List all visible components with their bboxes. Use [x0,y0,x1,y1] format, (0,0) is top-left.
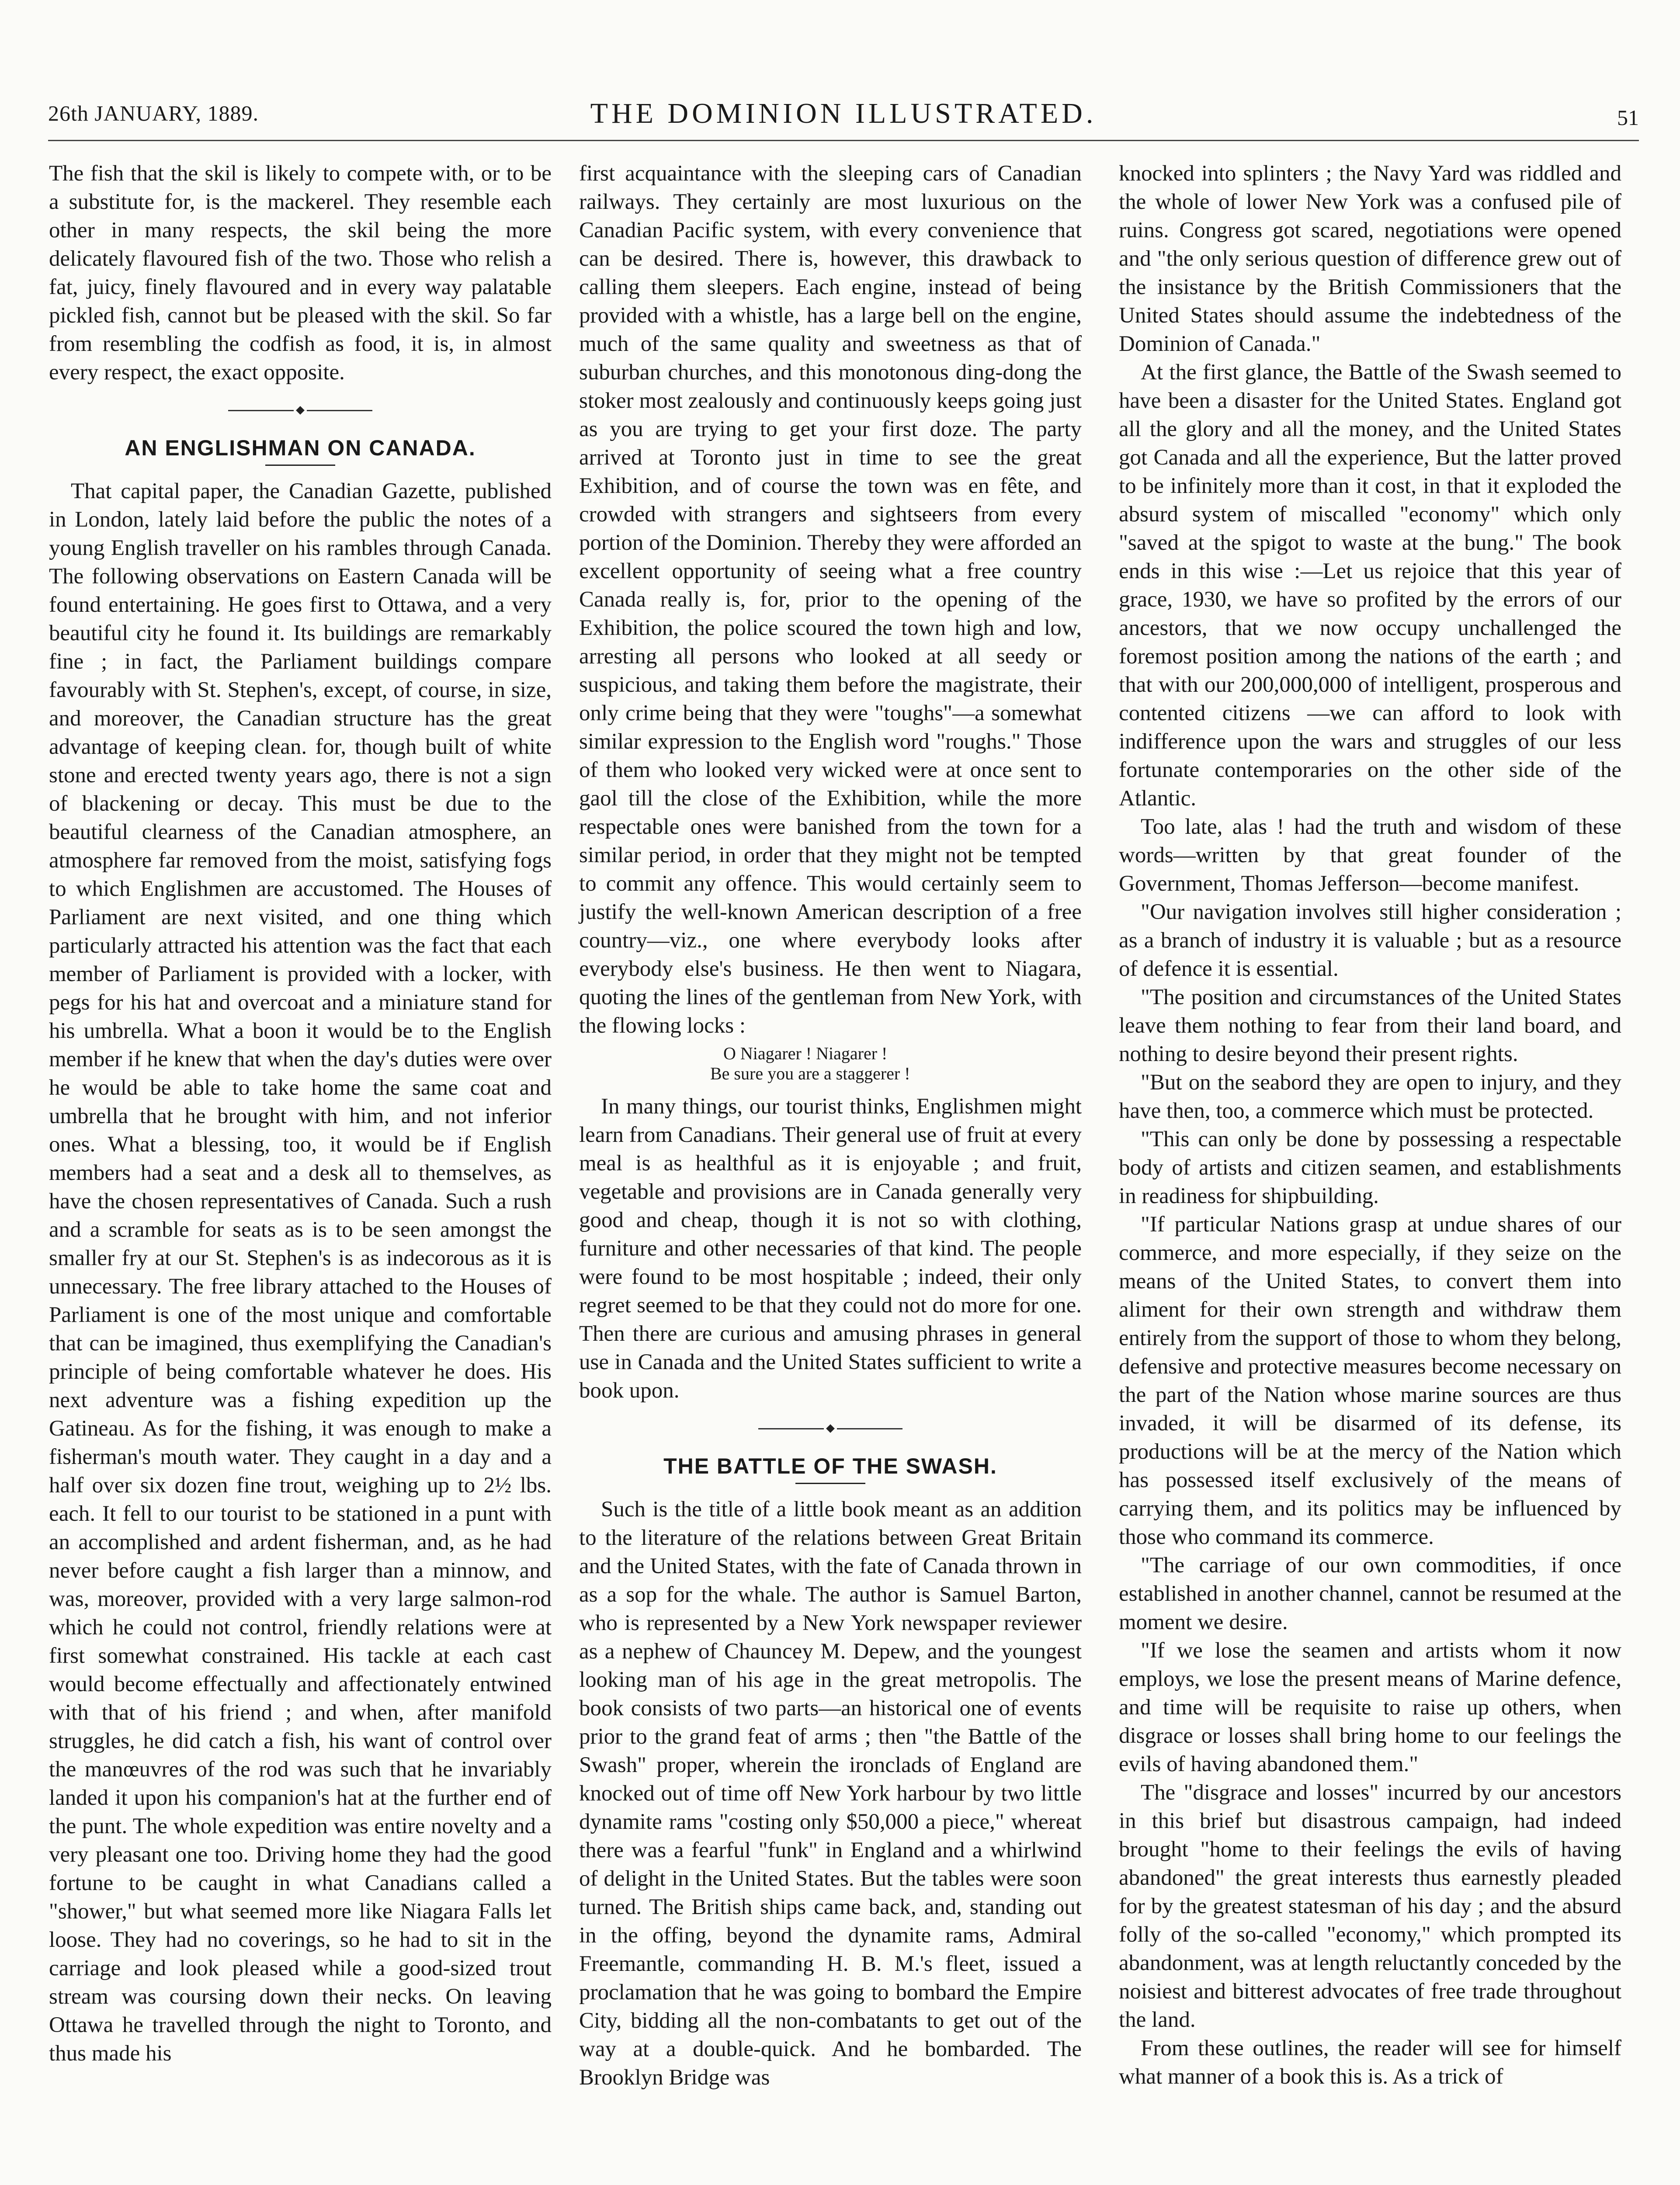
paragraph-englishman: That capital paper, the Canadian Gazette, published in London, lately laid before the public the notes of a young English traveller on his rambles through Canada. The following observations on Eastern Canada will be found entertaining. He goes first to Ottawa, and a very beautiful city he found it. Its buildings are remarkably fine ; in fact, the Parliament buildings compare favourably with St. Stephen's, except, of course, in size, and moreover, the Canadian structure has the great advantage of keeping clean. for, though built of white stone and erected twenty years ago, there is not a sign of blackening or decay. This must be due to the beautiful clearness of the Canadian atmosphere, an atmosphere far removed from the moist, satisfying fogs to which Englishmen are accustomed. The Houses of Parliament are next visited, and one thing which particularly attracted his attention was the fact that each member of Parliament is provided with a locker, with pegs for his hat and overcoat and a miniature stand for his umbrella. What a boon it would be to the English member if he knew that when the day's duties were over he would be able to take home the same coat and umbrella that he brought with him, and not inferior ones. What a blessing, too, it would be if English members had a seat and a desk all to themselves, as have the chosen representatives of Canada. Such a rush and a scramble for seats as is to be seen amongst the smaller fry at our St. Stephen's is as indecorous as it is unnecessary. The free library attached to the Houses of Parliament is one of the most unique and comfortable that can be imagined, thus exemplifying the Canadian's principle of being comfortable whatever he does. His next adventure was a fishing expedition up the Gatineau. As for the fishing, it was enough to make a fisherman's mouth water. They caught in a day and a half over six dozen fine trout, weighing up to 2½ lbs. each. It fell to our tourist to be stationed in a punt with an accomplished and ardent fisherman, and, as he had never before caught a fish larger than a minnow, and was, moreover, provided with a very large salmon-rod which he could not control, friendly relations were at first somewhat constrained. His tackle at each cast would become effectually and affectionately entwined with that of his friend ; and when, after manifold struggles, he did catch a fish, his want of control over the manœuvres of the rod was such that he invariably landed it upon his companion's hat at the further end of the punt. The whole expedition was entire novelty and a very pleasant one too. Driving home they had the good fortune to be caught in what Canadians called a "shower," but what seemed more like Niagara Falls let loose. They had no coverings, so he had to sit in the carriage and look pleased while a good-sized trout stream was coursing down their necks. On leaving Ottawa he travelled through the night to Toronto, and thus made his [49,479,552,2066]
paragraph-too-late: Too late, alas ! had the truth and wisdom of these words—written by that great founder of the Government, Thomas Jefferson—become manifest. [1119,815,1621,896]
paragraph-first-glance: At the first glance, the Battle of the Swash seemed to have been a disaster for the United States. England got all the glory and all the money, and the United States got Canada and all the experience, But the latter proved to be infinitely more than it cost, in that it exploded the absurd system of miscalled "economy" which only "saved at the spigot to waste at the bung." The book ends in this wise :—Let us rejoice that this year of grace, 1930, we have so profited by the errors of our ancestors, that we now occupy unchallenged the foremost position among the nations of the earth ; and that with our 200,000,000 of intelligent, prosperous and contented citizens —we can afford to look with indifference upon the wars and struggles of our less fortunate contemporaries on the other side of the Atlantic. [1119,360,1621,811]
column-2 [579,160,1082,2092]
quote-seabord: "But on the seabord they are open to injury, and they have then, too, a commerce which must be protected. [1119,1070,1621,1123]
paragraph-skil: The fish that the skil is likely to compete with, or to be a substitute for, is the mackerel. They resemble each other in many respects, the skil being the more delicately flavoured fish of the two. Those who relish a fat, juicy, finely flavoured and in every way palatable pickled fish, cannot but be pleased with the skil. So far from resembling the codfish as food, it is, in almost every respect, the exact opposite. [49,161,552,385]
page-number: 51 [1617,105,1639,130]
verse-quote [710,1044,1082,1084]
paragraph-swash-intro: Such is the title of a little book meant as an addition to the literature of the relations between Great Britain and the United States, with the fate of Canada thrown in as a sop for the whale. The author is Samuel Barton, who is represented by a New York newspaper reviewer as a nephew of Chauncey M. Depew, and the youngest looking man of his age in the great metropolis. The book consists of two parts—an historical one of events prior to the grand feat of arms ; then "the Battle of the Swash" proper, wherein the ironclads of England are knocked out of time off New York harbour by two little dynamite rams "costing only $50,000 a piece," whereat there was a fearful "funk" in England and a whirlwind of delight in the United States. But the tables were soon turned. The British ships came back, and, standing out in the offing, beyond the dynamite rams, Admiral Freemantle, commanding H. B. M.'s fleet, issued a proclamation that he was going to bombard the Empire City, bidding all the non-combatants to get out of the way at a double-quick. And he bombarded. The Brooklyn Bridge was [579,1497,1082,2090]
quote-respectable-body: "This can only be done by possessing a respectable body of artists and citizen seamen, and establishments in readiness for shipbuilding. [1119,1127,1621,1208]
paragraph-navy-yard: knocked into splinters ; the Navy Yard was riddled and the whole of lower New York was a confused pile of ruins. Congress got scared, negotiations were opened and "the only serious question of difference grew out of the insistance by the British Commissioners that the United States should assume the indebtedness of the Dominion of Canada." [1119,161,1621,356]
page-header [48,97,1639,136]
column-1 [49,160,552,2068]
header-rule [48,140,1639,141]
heading-englishman-on-canada: AN ENGLISHMAN ON CANADA. [49,435,552,466]
heading-battle-of-the-swash: THE BATTLE OF THE SWASH. [579,1453,1082,1484]
verse-line-1: O Niagarer ! Niagarer ! [723,1044,888,1063]
section-ornament [579,1418,1082,1436]
quote-carriage: "The carriage of our own commodities, if once established in another channel, cannot be resumed at the moment we desire. [1119,1553,1621,1634]
verse-line-2: Be sure you are a staggerer ! [710,1064,910,1083]
publication-title: THE DOMINION ILLUSTRATED. [590,97,1097,129]
paragraph-disgrace: The "disgrace and losses" incurred by our ancestors in this brief but disastrous campaign, had indeed brought "home to their feelings the evils of having abandoned" the great interests thus earnestly pleaded for by the greatest statesman of his day ; and the absurd folly of the so-called "economy," which prompted its abandonment, was at length reluctantly conceded by the noisiest and bitterest advocates of free trade throughout the land. [1119,1780,1621,2032]
issue-date: 26th JANUARY, 1889. [48,101,259,125]
quote-position: "The position and circumstances of the United States leave them nothing to fear from their land board, and nothing to desire beyond their present rights. [1119,985,1621,1066]
quote-particular-nations: "If particular Nations grasp at undue shares of our commerce, and more especially, if they seize on the means of the United States, to convert them into aliment for their own strength and withdraw them entirely from the support of those to whom they belong, defensive and protective measures become necessary on the part of the Nation whose marine sources are thus invaded, it will be disarmed of its defense, its productions will be at the mercy of the Nation which has possessed itself exclusively of the means of carrying them, and its politics may be influenced by those who command its commerce. [1119,1212,1621,1549]
paragraph-learn-from-canadians: In many things, our tourist thinks, Englishmen might learn from Canadians. Their general use of fruit at every meal is as healthful as it is enjoyable ; and fruit, vegetable and provisions are in Canada generally very good and cheap, though it is not so with clothing, furniture and other necessaries of that kind. The people were found to be most hospitable ; indeed, their only regret seemed to be that they could not do more for one. Then there are curious and amusing phrases in general use in Canada and the United States sufficient to write a book upon. [579,1094,1082,1403]
quote-navigation: "Our navigation involves still higher consideration ; as a branch of industry it is valuable ; but as a resource of defence it is essential. [1119,900,1621,981]
paragraph-outlines: From these outlines, the reader will see for himself what manner of a book this is. As a trick of [1119,2036,1621,2089]
paragraph-sleeping-cars: first acquaintance with the sleeping cars of Canadian railways. They certainly are most luxurious on the Canadian Pacific system, with every convenience that can be desired. There is, however, this drawback to calling them sleepers. Each engine, instead of being provided with a whistle, has a large bell on the engine, much of the same quality and sweetness as that of suburban churches, and this monotonous ding-dong the stoker most zealously and continuously keeps going just as you are trying to get your first doze. The party arrived at Toronto just in time to see the great Exhibition, and of course the town was en fête, and crowded with strangers and sightseers from every portion of the Dominion. Thereby they were afforded an excellent opportunity of seeing what a free country Canada really is, for, prior to the opening of the Exhibition, the police scoured the town high and low, arresting all persons who looked at all seedy or suspicious, and taking them before the magistrate, their only crime being that they were "toughs"—a somewhat similar expression to the English word "roughs." Those of them who looked very wicked were at once sent to gaol till the close of the Exhibition, while the more respectable ones were banished from the town for a similar period, in order that they might not be tempted to commit any offence. This would certainly seem to justify the well-known American description of a free country—viz., one where everybody looks after everybody else's business. He then went to Niagara, quoting the lines of the gentleman from New York, with the flowing locks : [579,161,1082,1038]
quote-seamen: "If we lose the seamen and artists whom it now employs, we lose the present means of Marine defence, and time will be requisite to raise up others, when disgrace or losses shall bring home to our feelings the evils of having abandoned them." [1119,1638,1621,1776]
section-ornament [49,400,552,417]
column-3 [1119,160,1621,2091]
